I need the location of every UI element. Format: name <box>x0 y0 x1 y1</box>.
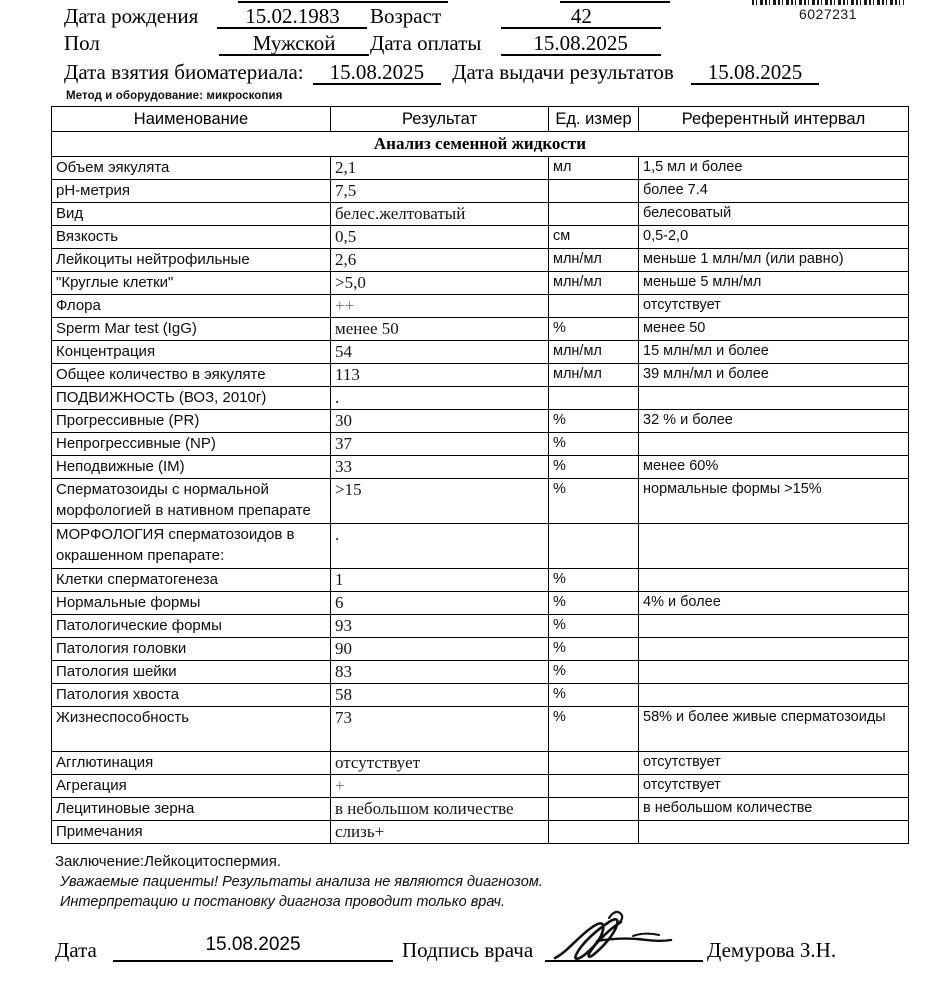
row-reference <box>639 684 909 707</box>
page-top-cut-rule <box>238 1 448 3</box>
table-row <box>52 226 909 249</box>
row-name: Общее количество в эякуляте <box>52 364 331 387</box>
table-row <box>52 157 909 180</box>
row-reference: нормальные формы >15% <box>639 479 909 524</box>
column-header-result: Результат <box>331 107 549 132</box>
row-result: в небольшом количестве <box>331 798 549 821</box>
row-name: Лецитиновые зерна <box>52 798 331 821</box>
row-name: Концентрация <box>52 341 331 364</box>
row-reference: отсутствует <box>639 775 909 798</box>
doctor-name: Демурова З.Н. <box>707 938 837 962</box>
birth-date-field <box>64 4 367 29</box>
collection-date-label: Дата взятия биоматериала: <box>64 60 304 84</box>
row-reference: 15 млн/мл и более <box>639 341 909 364</box>
row-result: 7,5 <box>331 180 549 203</box>
barcode <box>748 0 908 22</box>
row-result: 58 <box>331 684 549 707</box>
row-result: белес.желтоватый <box>331 203 549 226</box>
row-reference: в небольшом количестве <box>639 798 909 821</box>
row-result: >15 <box>331 479 549 524</box>
table-row <box>52 615 909 638</box>
table-header-row <box>52 107 909 132</box>
row-unit: млн/мл <box>549 249 639 272</box>
row-unit <box>549 295 639 318</box>
row-result: 30 <box>331 410 549 433</box>
table-row <box>52 638 909 661</box>
row-name: Сперматозоиды с нормальной морфологией в нативном препарате <box>52 479 331 524</box>
payment-date-value: 15.08.2025 <box>501 32 661 56</box>
results-table-container <box>51 106 908 844</box>
table-row <box>52 203 909 226</box>
row-result: 73 <box>331 707 549 752</box>
row-name: Sperm Mar test (IgG) <box>52 318 331 341</box>
barcode-number: 6027231 <box>798 6 857 22</box>
doctor-signature-label: Подпись врача <box>402 938 534 962</box>
row-name: Патологические формы <box>52 615 331 638</box>
row-reference <box>639 661 909 684</box>
sex-label: Пол <box>64 31 100 55</box>
row-name: Агглютинация <box>52 752 331 775</box>
row-result: 2,1 <box>331 157 549 180</box>
table-row <box>52 433 909 456</box>
row-result: слизь+ <box>331 821 549 844</box>
table-row <box>52 295 909 318</box>
row-result: 113 <box>331 364 549 387</box>
row-name: Лейкоциты нейтрофильные <box>52 249 331 272</box>
row-name: Объем эякулята <box>52 157 331 180</box>
row-name: Патология хвоста <box>52 684 331 707</box>
row-unit: % <box>549 318 639 341</box>
row-unit: млн/мл <box>549 364 639 387</box>
conclusion-text: Заключение:Лейкоцитоспермия. <box>55 853 282 870</box>
age-value: 42 <box>501 5 661 29</box>
row-name: Нормальные формы <box>52 592 331 615</box>
issue-date-label: Дата выдачи результатов <box>452 60 674 84</box>
table-row <box>52 775 909 798</box>
table-row <box>52 707 909 752</box>
row-result: 0,5 <box>331 226 549 249</box>
row-result: 37 <box>331 433 549 456</box>
row-unit: % <box>549 410 639 433</box>
row-name: Патология шейки <box>52 661 331 684</box>
row-reference: отсутствует <box>639 752 909 775</box>
report-footer <box>55 852 915 962</box>
row-name: МОРФОЛОГИЯ сперматозоидов в окрашенном препарате: <box>52 524 331 569</box>
signature-row <box>55 930 915 970</box>
row-unit: млн/мл <box>549 272 639 295</box>
column-header-reference: Референтный интервал <box>639 107 909 132</box>
sex-field <box>64 31 369 56</box>
results-table-body <box>52 132 909 844</box>
birth-date-value: 15.02.1983 <box>217 5 367 29</box>
row-reference <box>639 615 909 638</box>
row-reference <box>639 569 909 592</box>
row-unit: % <box>549 592 639 615</box>
row-unit <box>549 798 639 821</box>
row-reference: белесоватый <box>639 203 909 226</box>
row-result: . <box>331 524 549 569</box>
row-reference: 0,5-2,0 <box>639 226 909 249</box>
row-unit: мл <box>549 157 639 180</box>
table-row <box>52 821 909 844</box>
payment-date-label: Дата оплаты <box>370 31 482 55</box>
row-name: Патология головки <box>52 638 331 661</box>
table-row <box>52 752 909 775</box>
row-reference <box>639 387 909 410</box>
row-reference: 32 % и более <box>639 410 909 433</box>
row-result: 33 <box>331 456 549 479</box>
row-result: отсутствует <box>331 752 549 775</box>
row-reference: 39 млн/мл и более <box>639 364 909 387</box>
row-result: 2,6 <box>331 249 549 272</box>
table-row <box>52 798 909 821</box>
payment-date-field <box>370 31 661 56</box>
row-unit: % <box>549 456 639 479</box>
row-unit <box>549 752 639 775</box>
row-name: Неподвижные (IM) <box>52 456 331 479</box>
row-reference <box>639 433 909 456</box>
patient-note-line-1: Уважаемые пациенты! Результаты анализа не являются диагнозом. <box>60 874 543 890</box>
row-name: ПОДВИЖНОСТЬ (ВОЗ, 2010г) <box>52 387 331 410</box>
table-row <box>52 410 909 433</box>
row-name: Флора <box>52 295 331 318</box>
footer-date-value: 15.08.2025 <box>113 934 393 962</box>
row-name: "Круглые клетки" <box>52 272 331 295</box>
row-unit <box>549 775 639 798</box>
row-unit <box>549 387 639 410</box>
row-result: . <box>331 387 549 410</box>
row-result: 83 <box>331 661 549 684</box>
row-reference: 1,5 мл и более <box>639 157 909 180</box>
table-row <box>52 592 909 615</box>
row-result: 90 <box>331 638 549 661</box>
row-name: Прогрессивные (PR) <box>52 410 331 433</box>
row-result: >5,0 <box>331 272 549 295</box>
row-name: Клетки сперматогенеза <box>52 569 331 592</box>
row-result: 93 <box>331 615 549 638</box>
row-name: Вид <box>52 203 331 226</box>
page-top-cut-rule-secondary <box>560 1 670 3</box>
row-unit: % <box>549 684 639 707</box>
section-title-row <box>52 132 909 157</box>
age-field <box>370 4 661 29</box>
row-unit <box>549 180 639 203</box>
row-reference <box>639 638 909 661</box>
row-result: + <box>331 775 549 798</box>
table-row <box>52 684 909 707</box>
row-reference <box>639 821 909 844</box>
row-reference: 58% и более живые сперматозоиды <box>639 707 909 752</box>
table-row <box>52 249 909 272</box>
row-name: Агрегация <box>52 775 331 798</box>
table-row <box>52 318 909 341</box>
row-reference: более 7.4 <box>639 180 909 203</box>
row-unit: % <box>549 638 639 661</box>
row-result: 1 <box>331 569 549 592</box>
table-row <box>52 524 909 569</box>
row-unit: % <box>549 569 639 592</box>
barcode-icon <box>752 0 904 5</box>
row-name: Жизнеспособность <box>52 707 331 752</box>
row-reference: отсутствует <box>639 295 909 318</box>
row-unit: млн/мл <box>549 341 639 364</box>
table-row <box>52 341 909 364</box>
table-row <box>52 364 909 387</box>
row-unit: % <box>549 615 639 638</box>
table-row <box>52 272 909 295</box>
row-unit: % <box>549 661 639 684</box>
row-result: 6 <box>331 592 549 615</box>
signature-underline <box>545 960 703 962</box>
row-unit <box>549 203 639 226</box>
table-row <box>52 479 909 524</box>
row-reference <box>639 524 909 569</box>
table-row <box>52 387 909 410</box>
footer-date-label: Дата <box>55 938 97 962</box>
row-unit: % <box>549 479 639 524</box>
collection-date-value: 15.08.2025 <box>313 61 441 85</box>
row-unit <box>549 524 639 569</box>
row-unit: % <box>549 707 639 752</box>
collection-and-issue-fields <box>64 60 819 85</box>
row-name: Непрогрессивные (NP) <box>52 433 331 456</box>
table-row <box>52 569 909 592</box>
row-reference: менее 60% <box>639 456 909 479</box>
row-unit <box>549 821 639 844</box>
method-equipment-line: Метод и оборудование: микроскопия <box>66 90 283 102</box>
row-reference: 4% и более <box>639 592 909 615</box>
table-row <box>52 456 909 479</box>
sex-value: Мужской <box>219 32 369 56</box>
row-unit: % <box>549 433 639 456</box>
row-result: 54 <box>331 341 549 364</box>
row-unit: см <box>549 226 639 249</box>
table-row <box>52 661 909 684</box>
row-reference: менее 50 <box>639 318 909 341</box>
row-name: Примечания <box>52 821 331 844</box>
issue-date-value: 15.08.2025 <box>691 61 819 85</box>
row-result: менее 50 <box>331 318 549 341</box>
row-reference: меньше 1 млн/мл (или равно) <box>639 249 909 272</box>
row-result: ++ <box>331 295 549 318</box>
row-name: pH-метрия <box>52 180 331 203</box>
column-header-name: Наименование <box>52 107 331 132</box>
birth-date-label: Дата рождения <box>64 4 199 28</box>
section-title: Анализ семенной жидкости <box>52 132 909 157</box>
table-row <box>52 180 909 203</box>
column-header-unit: Ед. измер <box>549 107 639 132</box>
results-table <box>51 106 909 844</box>
patient-note-line-2: Интерпретацию и постановку диагноза проводит только врач. <box>60 894 505 910</box>
row-name: Вязкость <box>52 226 331 249</box>
row-reference: меньше 5 млн/мл <box>639 272 909 295</box>
age-label: Возраст <box>370 4 442 28</box>
